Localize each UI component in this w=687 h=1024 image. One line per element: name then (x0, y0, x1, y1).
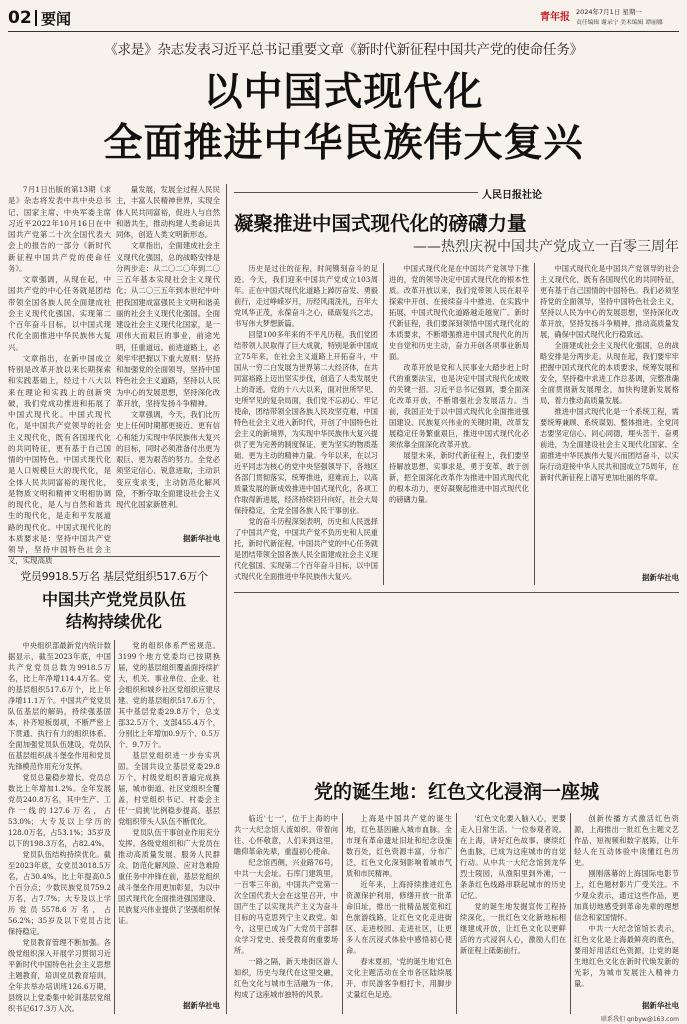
redculture-paragraph: 刚刚落幕的上海国际电影节上，红色题材影片广受关注。不少观众表示，通过这些作品，更加真切地感受到革命先辈的理想信念和家国情怀。 (574, 869, 679, 922)
members-paragraph: 党的组织体系严密规范。3199个地方党委均已按期换届，党的基层组织覆盖面持续扩大，机关、事业单位、企业、社会组织和城乡社区党组织应建尽建。党的基层组织517.6万个，其中基层党委29.8万个、总支部32.5万个、支部455.4万个，分别比上年增加0.9万个、0.5万个、9.7万个。 (118, 641, 220, 749)
editor-line: 责任编辑 谢录宁 美术编辑 谭丽娜 (576, 20, 663, 26)
commentary-column-1 (234, 263, 378, 585)
redculture-column-1 (234, 813, 338, 1014)
commentary-paragraph: 中国式现代化是在中国共产党领导下推进的，党的领导决定中国式现代化的根本性质。改革开放以来，我们党带领人民在艰辛探索中开创、在接续奋斗中推进、在实践中拓展，中国式现代化道路越走越宽广。新时代新征程，我们要深刻领悟中国式现代化的本质要求，不断增强推进中国式现代化的历史自觉和历史主动，奋力开创各项事业新局面。 (389, 264, 529, 361)
commentary-paragraph: 全面建成社会主义现代化强国，总的战略安排是分两步走。从现在起，我们要牢牢把握中国式现代化的本质要求，统筹发展和安全，坚持稳中求进工作总基调，完整准确全面贯彻新发展理念，加快构建新发展格局，着力推动高质量发展。 (540, 341, 679, 405)
section-name: 要闻 (41, 10, 72, 28)
lead-paragraph: 文章强调，从现在起，中国共产党的中心任务就是团结带领全国各族人民全面建成社会主义现代化强国、实现第二个百年奋斗目标，以中国式现代化全面推进中华民族伟大复兴。 (8, 275, 111, 352)
members-paragraph: 基层党组织进一步夯实巩固。全国共设立基层党委29.8万个，村级党组织普遍完成换届，城市街道、社区党组织全覆盖，村党组织书记、村委会主任'一肩挑'比例稳步提高，基层党组织带头人队伍不断优化。 (118, 751, 220, 826)
lead-title-line1: 以中国式现代化 (203, 70, 484, 115)
redculture-column-4 (574, 813, 679, 997)
column-divider (570, 813, 571, 1014)
column-divider (226, 184, 227, 1014)
commentary-title: 凝聚推进中国式现代化的磅礴力量 (234, 212, 527, 235)
members-column-2 (118, 640, 220, 996)
lead-column-1 (8, 184, 111, 566)
lead-paragraph: 文章指出，全面建成社会主义现代化强国，总的战略安排是分两步走：从二〇二〇年到二〇三五年基本实现社会主义现代化；从二〇三五年到本世纪中叶把我国建成富强民主文明和谐美丽的社会主义现代化强国。全面建设社会主义现代化国家，是一项伟大而艰巨的事业，前途光明，任重道远。前进道路上，必须牢牢把握以下重大原则：坚持和加强党的全面领导，坚持中国特色社会主义道路，坚持以人民为中心的发展思想，坚持深化改革开放，坚持发扬斗争精神。 (116, 241, 220, 408)
commentary-label: 人民日报社论 (482, 190, 542, 201)
redculture-column-3 (460, 813, 566, 1014)
members-paragraph: 党员教育管理不断加强。各级党组织深入开展学习贯彻习近平新时代中国特色社会主义思想主题教育，培训党员教育培训，全年共举办培训班126.6万期，县级以上党委集中轮训基层党组织书记617.3万人次。 (8, 938, 111, 1013)
section-rule (234, 592, 679, 593)
lead-paragraph: 文章强调，今天，我们比历史上任何时期都更接近、更有信心和能力实现中华民族伟大复兴的目标，同时必须准备付出更为艰巨、更为艰苦的努力。全党必须坚定信心、锐意进取，主动识变应变求变，主动防范化解风险，不断夺取全面建设社会主义现代化国家新胜利。 (116, 410, 220, 509)
lead-column-2 (116, 184, 220, 524)
footer-contact: 联系我们 qnbyw@163.com (601, 1016, 679, 1023)
commentary-paragraph: 中国式现代化是中国共产党领导的社会主义现代化，既有各国现代化的共同特征，更有基于自己国情的中国特色。我们必须坚持党的全面领导，坚持中国特色社会主义，坚持以人民为中心的发展思想，坚持深化改革开放，坚持发扬斗争精神，推动高质量发展，确保中国式现代化行稳致远。 (540, 264, 679, 339)
page-number: 02 (8, 8, 32, 28)
commentary-column-3 (540, 263, 679, 565)
commentary-label-rule (234, 192, 478, 193)
redculture-column-2 (346, 813, 452, 1014)
commentary-paragraph: 党的奋斗历程深刻表明，历史和人民选择了中国共产党，中国共产党不负历史和人民重托，新时代新征程，中国共产党的中心任务就是团结带领全国各族人民全面建成社会主义现代化强国、实现第二个百年奋斗目标，以中国式现代化全面推进中华民族伟大复兴。 (234, 517, 378, 581)
commentary-paragraph: 历史是过往的征程，时间镌刻奋斗的足迹。今天，我们迎来中国共产党成立103周年。正在中国式现代化道路上踔厉奋发、勇毅前行，走过峥嵘岁月，历经风雨洗礼，百年大党风华正茂，永葆奋斗之心，砥砺复兴之志，书写伟大梦想新篇。 (234, 264, 378, 328)
column-divider (342, 813, 343, 1014)
commentary-subtitle: ——热烈庆祝中国共产党成立一百零三周年 (413, 239, 679, 255)
members-paragraph: 党员总量稳步增长。党员总数比上年增加1.2%。全年发展党员240.8万名，其中生产、工作一线的127.6万名，占53.0%；大专及以上学历的128.0万名，占53.1%；35岁及以下的198.3万名，占82.4%。 (8, 773, 111, 848)
masthead-logo: 青年报 (540, 12, 570, 23)
members-paragraph: 中央组织部最新党内统计数据显示，截至2023年底，中国共产党党员总数为9918.5万名，比上年净增114.4万名。党的基层组织517.6万个，比上年净增11.1万个。中国共产党党员队伍基层的解码，持续强基固本，补齐短板弱项，不断严密上下贯通、执行有力的组织体系。全面加强党员队伍建设，党员队伍基层组织战斗堡垒作用和党员先锋模范作用充分发挥。 (8, 641, 111, 771)
redculture-paragraph: 临近'七一'，位于上海的中共一大纪念馆人流如织。带着向往、心怀敬意，人们来到这里，瞻仰革命先辈，重温初心使命。 (234, 814, 338, 856)
column-divider (114, 640, 115, 1014)
column-divider (383, 263, 384, 585)
column-divider (534, 263, 535, 585)
members-paragraph: 党员队伍干事创业作用充分发挥。各级党组织和广大党员在推动高质量发展、服务人民群众、防范化解风险、应对急难险重任务中冲锋在前，基层党组织战斗堡垒作用更加彰显，为以中国式现代化全面推进强国建设、民族复兴伟业提供了坚强组织保证。 (118, 828, 220, 925)
redculture-paragraph: 创新传播方式激活红色资源，上海推出一批红色主题文艺作品、短视频和数字展陈，让年轻人在互动体验中读懂红色历史。 (574, 814, 679, 867)
lead-kicker: 《求是》杂志发表习近平总书记重要文章《新时代新征程中国共产党的使命任务》 (104, 42, 583, 58)
lead-paragraph: 文章指出，在新中国成立特别是改革开放以来长期探索和实践基础上，经过十八大以来在理论和实践上的创新突破，我们党成功推进和拓展了中国式现代化。中国式现代化，是中国共产党领导的社会主义现代化，既有各国现代化的共同特征，更有基于自己国情的中国特色。中国式现代化是人口规模巨大的现代化，是全体人民共同富裕的现代化，是物质文明和精神文明相协调的现代化，是人与自然和谐共生的现代化，是走和平发展道路的现代化。中国式现代化的本质要求是：坚持中国共产党领导，坚持中国特色社会主义，实现高质 (8, 353, 111, 566)
date-line: 2024年7月1日 星期一 (576, 8, 642, 16)
members-column-1 (8, 640, 111, 1014)
members-paragraph: 党员队伍结构持续优化。截至2023年底，女党员3018.5万名，占30.4%，比上年提高0.5个百分点；少数民族党员759.2万名，占7.7%；大专及以上学历党员5578.6万名，占56.2%；35岁及以下党员占比保持稳定。 (8, 850, 111, 936)
redculture-paragraph: 上海是中国共产党的诞生地，红色基因融入城市血脉。全市现有革命遗址旧址和纪念设施数百处，红色资源丰富，分布广泛，红色文化深刻影响着城市气质和市民精神。 (346, 814, 452, 878)
header-rule (8, 31, 679, 32)
redculture-title: 党的诞生地：红色文化浸润一座城 (313, 781, 599, 803)
header-divider (35, 10, 37, 26)
members-title-line2: 结构持续优化 (65, 612, 162, 631)
redculture-paragraph: '红色文化要入脑入心，更要走入日常生活。'一位参观者说。在上海，讲好红色故事、赓续红色血脉，已成为这座城市的自觉行动。从中共一大纪念馆到龙华烈士陵园，从渔阳里到外滩，一条条红色线路串联起城市的历史记忆。 (460, 814, 566, 900)
lead-paragraph: 7月1日出版的第13期《求是》杂志将发表中共中央总书记、国家主席、中央军委主席习近平2022年10月16日在中国共产党第二十次全国代表大会上的报告的一部分《新时代新征程中国共产党的使命任务》。 (8, 185, 111, 273)
redculture-source: 据新华社电 (642, 1001, 679, 1010)
commentary-paragraph: 展望未来，新时代新征程上，我们要坚持解放思想、实事求是，勇于变革、敢于创新，把全面深化改革作为推进中国式现代化的根本动力，更好凝聚起推进中国式现代化的磅礴力量。 (389, 451, 529, 504)
commentary-paragraph: 改革开放是党和人民事业大踏步赶上时代的重要法宝，也是决定中国式现代化成败的关键一招。习近平总书记强调，要全面深化改革开放，不断增强社会发展活力。当前，我国正处于以中国式现代化全面推进强国建设、民族复兴伟业的关键时期，改革发展稳定任务繁重艰巨，推进中国式现代化必须依靠全面深化改革开放。 (389, 363, 529, 449)
commentary-source: 据新华社电 (642, 573, 679, 582)
redculture-paragraph: 一路之隔，新天地街区游人如织，历史与现代在这里交融，红色文化与城市生活融为一体，构成了这座城市独特的风景。 (234, 957, 338, 999)
lead-paragraph: 量发展，发展全过程人民民主，丰富人民精神世界，实现全体人民共同富裕，促进人与自然和谐共生，推动构建人类命运共同体，创造人类文明新形态。 (116, 185, 220, 239)
members-source: 据新华社电 (183, 1001, 220, 1010)
redculture-paragraph: 纪念馆西侧，兴业路76号，中共一大会址。石库门建筑里，一百零三年前，中国共产党第一次全国代表大会在这里召开，中国产生了以实现共产主义为奋斗目标的马克思列宁主义政党。如今，这里已成为广大党员干部群众学习党史、接受教育的重要场所。 (234, 858, 338, 955)
members-kicker: 党员9918.5万名 基层党组织517.6万个 (20, 570, 208, 583)
redculture-paragraph: 中共一大纪念馆馆长表示，红色文化是上海最鲜亮的底色，要用好用活红色资源，让党的诞生地红色文化在新时代焕发新的光彩，为城市发展注入精神力量。 (574, 924, 679, 988)
column-divider (456, 813, 457, 1014)
redculture-paragraph: 近年来，上海持续推进红色资源保护利用，修缮开放一批革命旧址，推出一批精品展览和红色旅游线路，让红色文化走进街区、走进校园、走进社区，让更多人在沉浸式体验中感悟初心使命。 (346, 880, 452, 955)
lead-title-line2: 全面推进中华民族伟大复兴 (103, 121, 584, 166)
section-rule (8, 556, 220, 557)
commentary-paragraph: 推进中国式现代化是一个系统工程，需要统筹兼顾、系统谋划、整体推进。全党同志要坚定信心、同心同德，埋头苦干、奋勇前进，为全面建设社会主义现代化国家、全面推进中华民族伟大复兴而团结奋斗，以实际行动迎接中华人民共和国成立75周年，在新时代新征程上谱写更加壮丽的华章。 (540, 407, 679, 482)
lead-source: 据新华社电 (183, 534, 220, 543)
redculture-paragraph: 党的诞生地发掘宣传工程持续深化，一批红色文化新地标相继建成开放，让红色文化以更鲜活的方式浸润人心，激励人们在新征程上砥砺前行。 (460, 902, 566, 955)
members-title-line1: 中国共产党党员队伍 (41, 590, 186, 609)
commentary-paragraph: 回望100多年来的不平凡历程，我们党团结带领人民取得了巨大成就，特别是新中国成立75年来，在社会主义道路上开拓奋斗，中国从一穷二白发展为世界第二大经济体，在共同富裕路上迈出坚实步伐，创造了人类发展史上的奇迹。党的十八大以来，面对世所罕见、史所罕见的复杂局面，我们党不忘初心、牢记使命，团结带领全国各族人民攻坚克难，中国特色社会主义进入新时代，开创了中国特色社会主义的新境界，为实现中华民族伟大复兴提供了更为完善的制度保证、更为坚实的物质基础、更为主动的精神力量。今年以来，在以习近平同志为核心的党中央坚强领导下，各地区各部门贯彻落实，统筹推进，迎难而上，以高质量发展的新成效推进中国式现代化，各项工作取得新进展，经济持续回升向好，社会大局保持稳定，全党全国各族人民干事创业。 (234, 330, 378, 515)
commentary-column-2 (389, 263, 529, 585)
page-header (8, 6, 679, 30)
redculture-paragraph: 春末夏初，'党的诞生地'红色文化主题活动在全市各区陆续展开，市民游客争相打卡，用脚步丈量红色足迹。 (346, 957, 452, 999)
